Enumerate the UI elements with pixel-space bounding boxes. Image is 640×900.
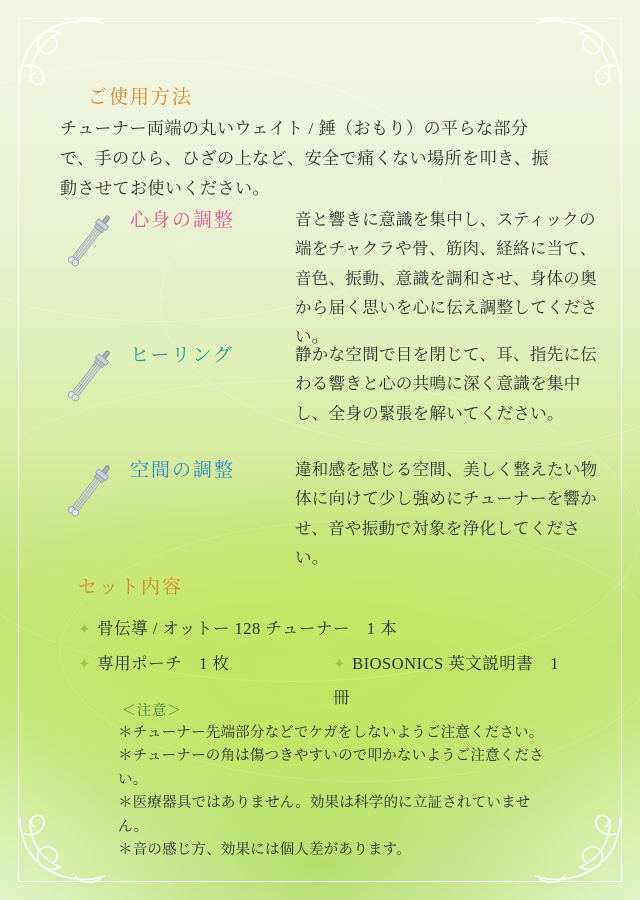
sparkle-bullet-icon: ✦ — [333, 656, 347, 673]
note-line: ＊音の感じ方、効果には個人差があります。 — [118, 842, 411, 859]
note-line: ＊医療器具ではありません。効果は科学的に立証されていません。 — [118, 795, 531, 835]
usage-heading: ご使用方法 — [88, 87, 194, 108]
set-contents-list — [78, 612, 578, 708]
section-body: 音と響きに意識を集中し、スティックの端をチャクラや骨、筋肉、経絡に当て、音色、振動、意識を調和させ、身体の奥から届く思いを心に伝え調整してください。 — [295, 210, 598, 347]
section-label: ヒーリング — [130, 345, 234, 366]
sparkle-bullet-icon: ✦ — [78, 622, 92, 638]
section-body: 静かな空間で目を閉じて、耳、指先に伝わる響きと心の共鳴に深く意識を集中し、全身の緊張を解いてください。 — [295, 345, 598, 423]
notes-block — [118, 700, 548, 863]
note-line: ＊チューナーの角は傷つきやすいので叩かないようご注意ください。 — [118, 748, 544, 788]
set-contents-heading: セット内容 — [78, 577, 184, 598]
usage-body-text: チューナー両端の丸いウェイト / 錘（おもり）の平らな部分で、手のひら、ひざの上など、安全で痛くない場所を叩き、振動させてお使いください。 — [60, 119, 549, 198]
section-body: 違和感を感じる空間、美しく整えたい物体に向けて少し強めにチューナーを響かせ、音や振動で対象を浄化してください。 — [295, 460, 598, 568]
notes-title: ＜注意＞ — [122, 704, 182, 719]
list-item-label: 専用ポーチ 1 枚 — [97, 653, 230, 673]
note-line: ＊チューナー先端部分などでケガをしないようご注意ください。 — [118, 725, 544, 741]
section-label: 心身の調整 — [130, 210, 236, 231]
tuning-fork-icon — [50, 455, 130, 535]
list-item-label: BIOSONICS 英文説明書 1 冊 — [333, 653, 560, 708]
section-label: 空間の調整 — [130, 460, 236, 481]
sparkle-bullet-icon: ✦ — [78, 656, 92, 673]
list-item — [78, 647, 578, 708]
tuning-fork-icon — [50, 205, 130, 285]
list-item — [78, 612, 578, 647]
list-item-label: 骨伝導 / オットー 128 チューナー 1 本 — [97, 619, 398, 638]
tuning-fork-icon — [50, 340, 130, 420]
